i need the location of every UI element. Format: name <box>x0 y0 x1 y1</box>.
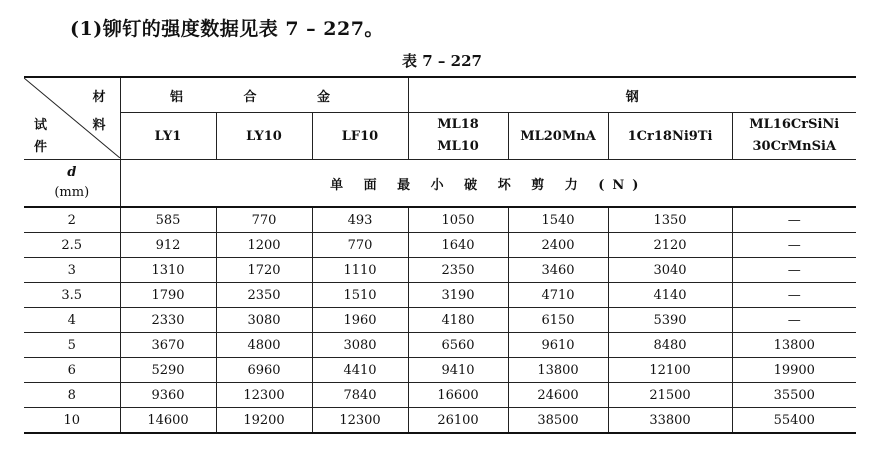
value-cell: 493 <box>312 207 408 233</box>
rivet-strength-table <box>24 76 856 434</box>
value-cell: 4140 <box>608 283 732 308</box>
value-cell: 6560 <box>408 333 508 358</box>
value-cell: — <box>732 233 856 258</box>
diameter-header <box>24 160 120 208</box>
value-cell: 3670 <box>120 333 216 358</box>
table-row <box>24 207 856 233</box>
value-cell: — <box>732 207 856 233</box>
value-cell: 1310 <box>120 258 216 283</box>
corner-label-jian: 件 <box>34 140 48 155</box>
diameter-cell: 10 <box>24 408 120 434</box>
value-cell: 9360 <box>120 383 216 408</box>
value-cell: 2330 <box>120 308 216 333</box>
group-header-aluminium <box>120 77 408 113</box>
table-row <box>24 358 856 383</box>
material-line: ML10 <box>437 139 479 154</box>
corner-label-cai: 材 <box>92 90 106 105</box>
shear-force-header <box>120 160 856 208</box>
value-cell: 2350 <box>408 258 508 283</box>
value-cell: 35500 <box>732 383 856 408</box>
value-cell: 1720 <box>216 258 312 283</box>
value-cell: 3190 <box>408 283 508 308</box>
diameter-cell: 2.5 <box>24 233 120 258</box>
header-row-materials <box>24 113 856 160</box>
diameter-symbol: d <box>67 165 77 180</box>
value-cell: 19200 <box>216 408 312 434</box>
table-row <box>24 408 856 434</box>
value-cell: 24600 <box>508 383 608 408</box>
material-line: 30CrMnSiA <box>752 139 837 154</box>
value-cell: 21500 <box>608 383 732 408</box>
diameter-cell: 6 <box>24 358 120 383</box>
value-cell: — <box>732 258 856 283</box>
diameter-cell: 2 <box>24 207 120 233</box>
value-cell: 6960 <box>216 358 312 383</box>
group-label-aluminium: 铝 合 金 <box>169 89 359 105</box>
value-cell: 16600 <box>408 383 508 408</box>
material-header: ML20MnA <box>508 113 608 160</box>
value-cell: 1510 <box>312 283 408 308</box>
value-cell: 5290 <box>120 358 216 383</box>
value-cell: 12100 <box>608 358 732 383</box>
diameter-cell: 4 <box>24 308 120 333</box>
value-cell: — <box>732 283 856 308</box>
value-cell: 1540 <box>508 207 608 233</box>
value-cell: 1200 <box>216 233 312 258</box>
value-cell: 13800 <box>732 333 856 358</box>
table-row <box>24 233 856 258</box>
material-header <box>408 113 508 160</box>
value-cell: 33800 <box>608 408 732 434</box>
value-cell: 7840 <box>312 383 408 408</box>
value-cell: 4800 <box>216 333 312 358</box>
value-cell: 8480 <box>608 333 732 358</box>
shear-force-label: 单 面 最 小 破 坏 剪 力 (N) <box>330 177 647 193</box>
material-header: LF10 <box>312 113 408 160</box>
value-cell: 585 <box>120 207 216 233</box>
value-cell: 4410 <box>312 358 408 383</box>
table-row <box>24 258 856 283</box>
value-cell: 3040 <box>608 258 732 283</box>
value-cell: 2350 <box>216 283 312 308</box>
value-cell: 19900 <box>732 358 856 383</box>
value-cell: 13800 <box>508 358 608 383</box>
table-row <box>24 308 856 333</box>
value-cell: 4180 <box>408 308 508 333</box>
material-line: ML16CrSiNi <box>749 117 840 132</box>
value-cell: 4710 <box>508 283 608 308</box>
corner-label-shi: 试 <box>34 118 48 133</box>
corner-header-cell <box>24 77 120 160</box>
intro-text: (1)铆钉的强度数据见表 7 – 227。 <box>70 18 384 40</box>
value-cell: 5390 <box>608 308 732 333</box>
header-row-units <box>24 160 856 208</box>
value-cell: 14600 <box>120 408 216 434</box>
value-cell: 55400 <box>732 408 856 434</box>
value-cell: 770 <box>216 207 312 233</box>
value-cell: 1790 <box>120 283 216 308</box>
value-cell: — <box>732 308 856 333</box>
value-cell: 1110 <box>312 258 408 283</box>
value-cell: 1960 <box>312 308 408 333</box>
table-row <box>24 383 856 408</box>
value-cell: 3080 <box>312 333 408 358</box>
value-cell: 26100 <box>408 408 508 434</box>
value-cell: 2400 <box>508 233 608 258</box>
value-cell: 3080 <box>216 308 312 333</box>
value-cell: 12300 <box>216 383 312 408</box>
material-header: LY1 <box>120 113 216 160</box>
table-caption: 表 7 – 227 <box>402 52 482 70</box>
value-cell: 1350 <box>608 207 732 233</box>
value-cell: 12300 <box>312 408 408 434</box>
material-header <box>732 113 856 160</box>
header-row-groups <box>24 77 856 113</box>
material-line: ML18 <box>437 117 479 132</box>
value-cell: 9610 <box>508 333 608 358</box>
value-cell: 9410 <box>408 358 508 383</box>
value-cell: 2120 <box>608 233 732 258</box>
value-cell: 38500 <box>508 408 608 434</box>
diameter-cell: 5 <box>24 333 120 358</box>
table-row <box>24 283 856 308</box>
diameter-unit: (mm) <box>54 185 90 200</box>
corner-label-liao: 料 <box>92 118 106 133</box>
diameter-cell: 8 <box>24 383 120 408</box>
value-cell: 1640 <box>408 233 508 258</box>
value-cell: 1050 <box>408 207 508 233</box>
diameter-cell: 3 <box>24 258 120 283</box>
material-header: LY10 <box>216 113 312 160</box>
value-cell: 770 <box>312 233 408 258</box>
group-header-steel: 钢 <box>408 77 856 113</box>
value-cell: 6150 <box>508 308 608 333</box>
value-cell: 912 <box>120 233 216 258</box>
diameter-cell: 3.5 <box>24 283 120 308</box>
material-header: 1Cr18Ni9Ti <box>608 113 732 160</box>
value-cell: 3460 <box>508 258 608 283</box>
table-row <box>24 333 856 358</box>
